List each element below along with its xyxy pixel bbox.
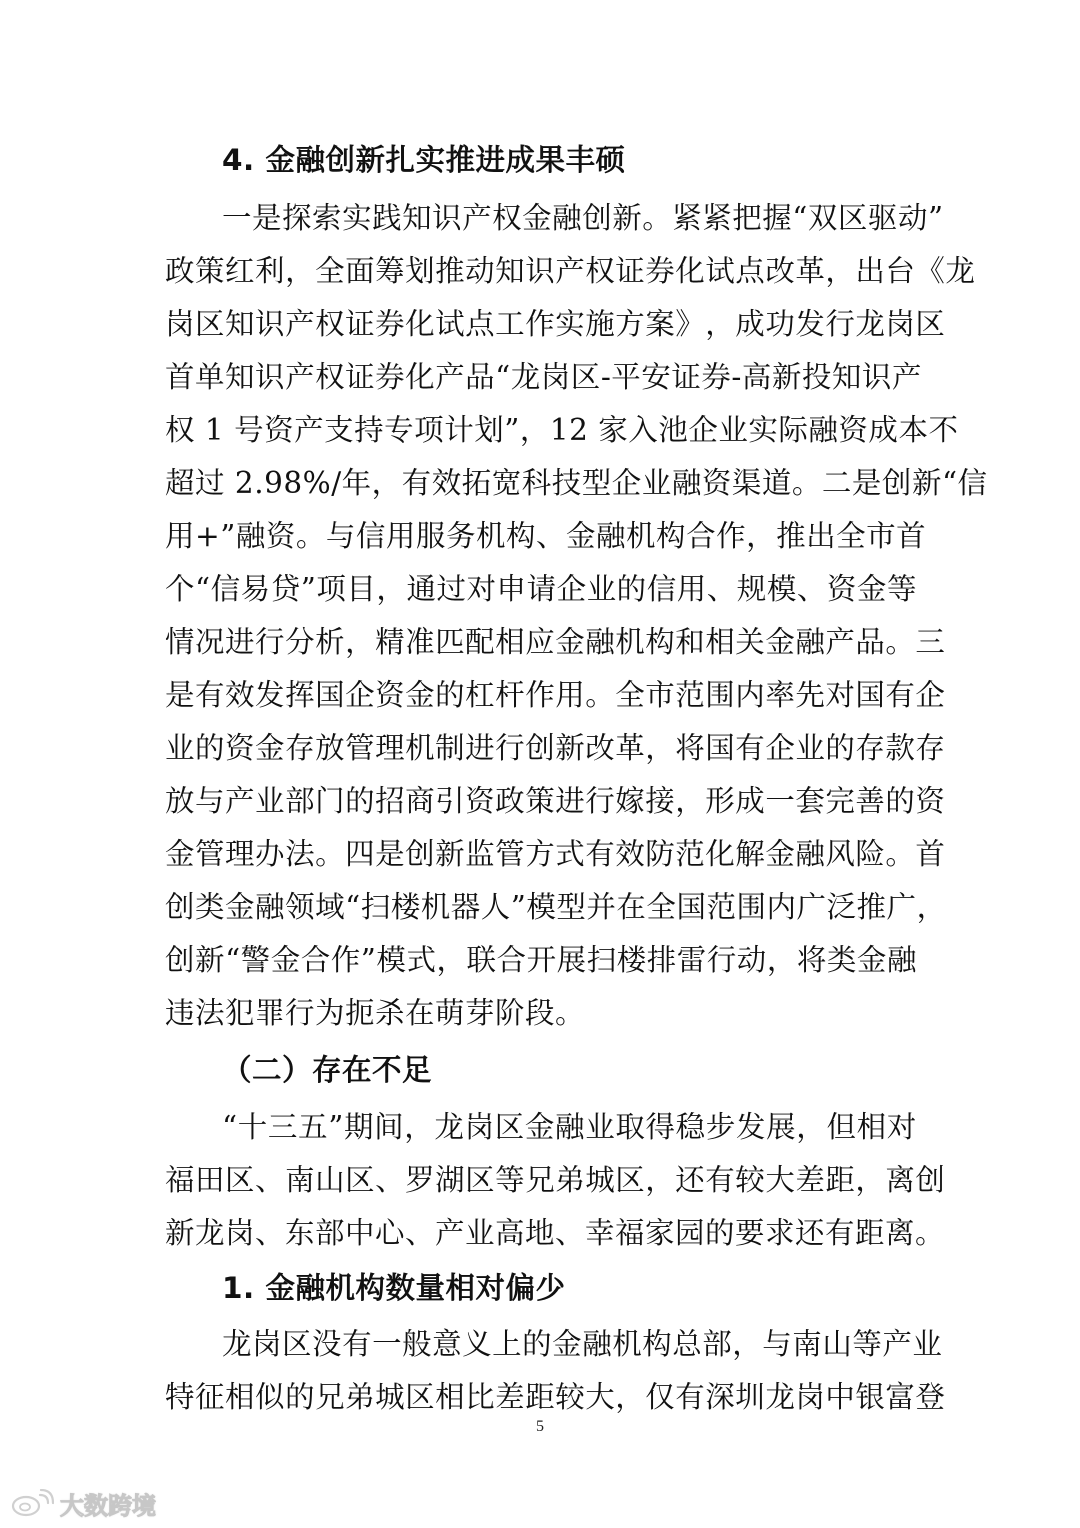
watermark-text: 大数跨境 — [60, 1491, 156, 1520]
paragraph-line: 违法犯罪行为扼杀在萌芽阶段。 — [165, 996, 586, 1030]
paragraph-line: 创 类 金 融 领 域 “ 扫 楼 机 器 人 ” 模 型 并 在 全 国 范 围 内 广 泛 推 广 ， — [165, 890, 947, 924]
paragraph-line: 一 是 探 索 实 践 知 识 产 权 金 融 创 新 。 紧 紧 把 握 “ 双 区 驱 动 ” — [222, 201, 944, 235]
paragraph-line: 福 田 区 、 南 山 区 、 罗 湖 区 等 兄 弟 城 区 ， 还 有 较 大 差 距 ， 离 创 — [165, 1163, 946, 1197]
paragraph-line: 情 况 进 行 分 析 ， 精 准 匹 配 相 应 金 融 机 构 和 相 关 金 融 产 品 。 三 — [165, 625, 946, 659]
paragraph-line: “ 十 三 五 ” 期 间 ， 龙 岗 区 金 融 业 取 得 稳 步 发 展 ， 但 相 对 — [222, 1110, 917, 1144]
paragraph-line: 权 1 号 资 产 支 持 专 项 计 划 ” ， 1 2 家 入 池 企 业 实 际 融 资 成 本 不 — [165, 413, 959, 447]
paragraph-line: 超 过 2 . 9 8 % / 年 ， 有 效 拓 宽 科 技 型 企 业 融 资 渠 道 。 二 是 创 新 “ 信 — [165, 466, 988, 500]
paragraph-line: 政 策 红 利 ， 全 面 筹 划 推 动 知 识 产 权 证 券 化 试 点 改 革 ， 出 台 《 龙 — [165, 254, 976, 288]
paragraph-line: 业 的 资 金 存 放 管 理 机 制 进 行 创 新 改 革 ， 将 国 有 企 业 的 存 款 存 — [165, 731, 946, 765]
section-heading-financial-innovation: 4. 金融创新扎实推进成果丰硕 — [222, 143, 626, 177]
weibo-logo-icon — [10, 1489, 54, 1517]
paragraph-line: 首 单 知 识 产 权 证 券 化 产 品 “ 龙 岗 区 - 平 安 证 券 - 高 新 投 知 识 产 — [165, 360, 922, 394]
paragraph-line: 特 征 相 似 的 兄 弟 城 区 相 比 差 距 较 大 ， 仅 有 深 圳 龙 岗 中 银 富 登 — [165, 1380, 946, 1414]
paragraph-line: 个 “ 信 易 贷 ” 项 目 ， 通 过 对 申 请 企 业 的 信 用 、 规 模 、 资 金 等 — [165, 572, 917, 606]
paragraph-line: 是 有 效 发 挥 国 企 资 金 的 杠 杆 作 用 。 全 市 范 围 内 率 先 对 国 有 企 — [165, 678, 946, 712]
page-number: 5 — [536, 1418, 544, 1435]
paragraph-line: 用 + ” 融 资 。 与 信 用 服 务 机 构 、 金 融 机 构 合 作 ， 推 出 全 市 首 — [165, 519, 927, 553]
paragraph-line: 岗 区 知 识 产 权 证 券 化 试 点 工 作 实 施 方 案 》 ， 成 功 发 行 龙 岗 区 — [165, 307, 946, 341]
paragraph-line: 金 管 理 办 法 。 四 是 创 新 监 管 方 式 有 效 防 范 化 解 金 融 风 险 。 首 — [165, 837, 946, 871]
paragraph-line: 创 新 “ 警 金 合 作 ” 模 式 ， 联 合 开 展 扫 楼 排 雷 行 动 ， 将 类 金 融 — [165, 943, 917, 977]
paragraph-line: 新龙岗、东部中心、产业高地、幸福家园的要求还有距离。 — [165, 1216, 946, 1250]
paragraph-line: 龙 岗 区 没 有 一 般 意 义 上 的 金 融 机 构 总 部 ， 与 南 山 等 产 业 — [222, 1327, 943, 1361]
watermark — [10, 1486, 156, 1520]
section-heading-institutions: 1. 金融机构数量相对偏少 — [222, 1271, 566, 1305]
section-heading-shortcomings: （二）存在不足 — [222, 1053, 433, 1087]
paragraph-line: 放 与 产 业 部 门 的 招 商 引 资 政 策 进 行 嫁 接 ， 形 成 一 套 完 善 的 资 — [165, 784, 946, 818]
